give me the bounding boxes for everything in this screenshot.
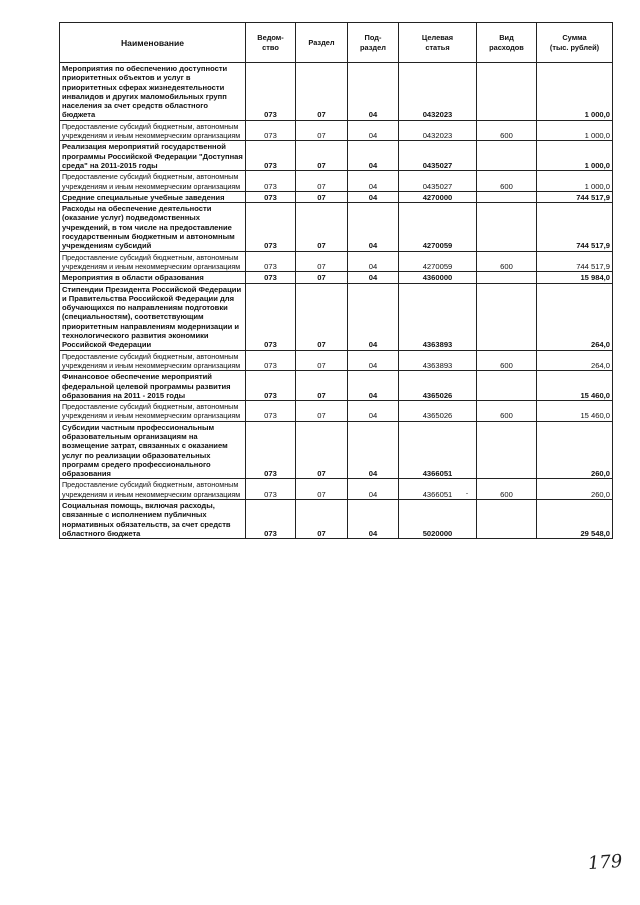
table-row	[60, 120, 613, 141]
cell-name: Предоставление субсидий бюджетным, автономным учреждениям и иным некоммерческим организациям	[60, 479, 246, 500]
table-row	[60, 272, 613, 283]
cell-target: 0435027	[399, 171, 477, 192]
cell-sum: 260,0	[537, 421, 613, 479]
cell-sum: 260,0	[537, 479, 613, 500]
cell-exptype: 600	[477, 251, 537, 272]
cell-section: 07	[296, 283, 348, 350]
cell-sum: 15 984,0	[537, 272, 613, 283]
table-body	[60, 63, 613, 539]
scan-speck	[466, 493, 468, 494]
cell-dept: 073	[246, 421, 296, 479]
cell-exptype	[477, 421, 537, 479]
cell-subsection: 04	[348, 272, 399, 283]
cell-exptype	[477, 141, 537, 171]
header-subsection: Под- раздел	[348, 23, 399, 63]
cell-exptype	[477, 191, 537, 202]
cell-section: 07	[296, 479, 348, 500]
cell-dept: 073	[246, 120, 296, 141]
cell-name: Субсидии частным профессиональным образовательным организациям на возмещение затрат, связанных с оказанием услуг по реализации образовательных программ средего профессионального образования	[60, 421, 246, 479]
cell-name: Социальная помощь, включая расходы, связанные с исполнением публичных нормативных обязательств, за счет средств областного бюджета	[60, 500, 246, 539]
cell-exptype	[477, 500, 537, 539]
cell-target: 4365026	[399, 401, 477, 422]
cell-target: 0432023	[399, 63, 477, 121]
header-name: Наименование	[60, 23, 246, 63]
cell-name: Предоставление субсидий бюджетным, автономным учреждениям и иным некоммерческим организациям	[60, 401, 246, 422]
cell-sum: 1 000,0	[537, 120, 613, 141]
cell-subsection: 04	[348, 120, 399, 141]
cell-subsection: 04	[348, 251, 399, 272]
cell-dept: 073	[246, 500, 296, 539]
cell-dept: 073	[246, 63, 296, 121]
cell-sum: 744 517,9	[537, 251, 613, 272]
cell-section: 07	[296, 350, 348, 371]
header-target: Целевая статья	[399, 23, 477, 63]
cell-subsection: 04	[348, 63, 399, 121]
cell-section: 07	[296, 421, 348, 479]
table-row	[60, 171, 613, 192]
cell-section: 07	[296, 401, 348, 422]
table-row	[60, 63, 613, 121]
cell-dept: 073	[246, 283, 296, 350]
cell-name: Стипендии Президента Российской Федерации и Правительства Российской Федерации для обучающихся по направлениям подготовки (специальностям), соответствующим приоритетным направлениям модернизации и технологического развития экономики Российской Федерации	[60, 283, 246, 350]
cell-exptype	[477, 371, 537, 401]
cell-exptype: 600	[477, 171, 537, 192]
cell-dept: 073	[246, 191, 296, 202]
cell-section: 07	[296, 191, 348, 202]
cell-section: 07	[296, 63, 348, 121]
cell-dept: 073	[246, 171, 296, 192]
header-dept: Ведом- ство	[246, 23, 296, 63]
cell-subsection: 04	[348, 500, 399, 539]
cell-target: 4270059	[399, 203, 477, 251]
header-sum: Сумма (тыс. рублей)	[537, 23, 613, 63]
cell-exptype: 600	[477, 120, 537, 141]
table-row	[60, 191, 613, 202]
header-section: Раздел	[296, 23, 348, 63]
cell-name: Мероприятия по обеспечению доступности приоритетных объектов и услуг в приоритетных сферах жизнедеятельности инвалидов и других маломобильных групп населения за счет средств областного бюджета	[60, 63, 246, 121]
cell-exptype: 600	[477, 350, 537, 371]
cell-sum: 15 460,0	[537, 371, 613, 401]
cell-target: 4363893	[399, 283, 477, 350]
cell-section: 07	[296, 120, 348, 141]
cell-sum: 744 517,9	[537, 203, 613, 251]
cell-subsection: 04	[348, 371, 399, 401]
cell-target: 4360000	[399, 272, 477, 283]
cell-subsection: 04	[348, 401, 399, 422]
cell-section: 07	[296, 371, 348, 401]
cell-section: 07	[296, 251, 348, 272]
cell-target: 5020000	[399, 500, 477, 539]
table-header-row	[60, 23, 613, 63]
cell-target: 4270000	[399, 191, 477, 202]
cell-exptype	[477, 63, 537, 121]
cell-name: Предоставление субсидий бюджетным, автономным учреждениям и иным некоммерческим организациям	[60, 350, 246, 371]
cell-target: 0435027	[399, 141, 477, 171]
cell-sum: 29 548,0	[537, 500, 613, 539]
cell-subsection: 04	[348, 171, 399, 192]
cell-section: 07	[296, 500, 348, 539]
cell-target: 0432023	[399, 120, 477, 141]
cell-dept: 073	[246, 203, 296, 251]
cell-sum: 1 000,0	[537, 141, 613, 171]
cell-sum: 264,0	[537, 283, 613, 350]
cell-subsection: 04	[348, 479, 399, 500]
cell-section: 07	[296, 203, 348, 251]
cell-subsection: 04	[348, 203, 399, 251]
cell-dept: 073	[246, 371, 296, 401]
cell-exptype	[477, 272, 537, 283]
cell-sum: 264,0	[537, 350, 613, 371]
cell-target: 4365026	[399, 371, 477, 401]
cell-exptype: 600	[477, 479, 537, 500]
cell-sum: 1 000,0	[537, 171, 613, 192]
cell-name: Предоставление субсидий бюджетным, автономным учреждениям и иным некоммерческим организациям	[60, 171, 246, 192]
cell-name: Реализация мероприятий государственной программы Российской Федерации "Доступная среда" на 2011-2015 годы	[60, 141, 246, 171]
page-number: 179	[587, 850, 624, 875]
table-row	[60, 251, 613, 272]
header-exptype: Вид расходов	[477, 23, 537, 63]
cell-section: 07	[296, 141, 348, 171]
cell-dept: 073	[246, 479, 296, 500]
cell-name: Расходы на обеспечение деятельности (оказание услуг) подведомственных учреждений, в том числе на предоставление государственным бюджетным и автономным учреждениям субсидий	[60, 203, 246, 251]
budget-table	[59, 22, 613, 539]
cell-section: 07	[296, 171, 348, 192]
table-row	[60, 350, 613, 371]
cell-dept: 073	[246, 350, 296, 371]
table-row	[60, 479, 613, 500]
cell-name: Финансовое обеспечение мероприятий федеральной целевой программы развития образования на 2011 - 2015 годы	[60, 371, 246, 401]
cell-dept: 073	[246, 251, 296, 272]
cell-name: Предоставление субсидий бюджетным, автономным учреждениям и иным некоммерческим организациям	[60, 120, 246, 141]
cell-name: Мероприятия в области образования	[60, 272, 246, 283]
cell-target: 4366051	[399, 421, 477, 479]
cell-sum: 15 460,0	[537, 401, 613, 422]
table-row	[60, 203, 613, 251]
cell-target: 4270059	[399, 251, 477, 272]
cell-subsection: 04	[348, 350, 399, 371]
cell-name: Предоставление субсидий бюджетным, автономным учреждениям и иным некоммерческим организациям	[60, 251, 246, 272]
cell-subsection: 04	[348, 141, 399, 171]
table-row	[60, 421, 613, 479]
cell-sum: 744 517,9	[537, 191, 613, 202]
table-row	[60, 141, 613, 171]
table-row	[60, 401, 613, 422]
cell-exptype	[477, 283, 537, 350]
cell-subsection: 04	[348, 283, 399, 350]
cell-subsection: 04	[348, 421, 399, 479]
table-row	[60, 500, 613, 539]
cell-dept: 073	[246, 141, 296, 171]
cell-exptype	[477, 203, 537, 251]
cell-target: 4366051	[399, 479, 477, 500]
cell-subsection: 04	[348, 191, 399, 202]
cell-exptype: 600	[477, 401, 537, 422]
cell-sum: 1 000,0	[537, 63, 613, 121]
cell-target: 4363893	[399, 350, 477, 371]
cell-section: 07	[296, 272, 348, 283]
table-row	[60, 283, 613, 350]
cell-dept: 073	[246, 272, 296, 283]
cell-dept: 073	[246, 401, 296, 422]
cell-name: Средние специальные учебные заведения	[60, 191, 246, 202]
table-row	[60, 371, 613, 401]
